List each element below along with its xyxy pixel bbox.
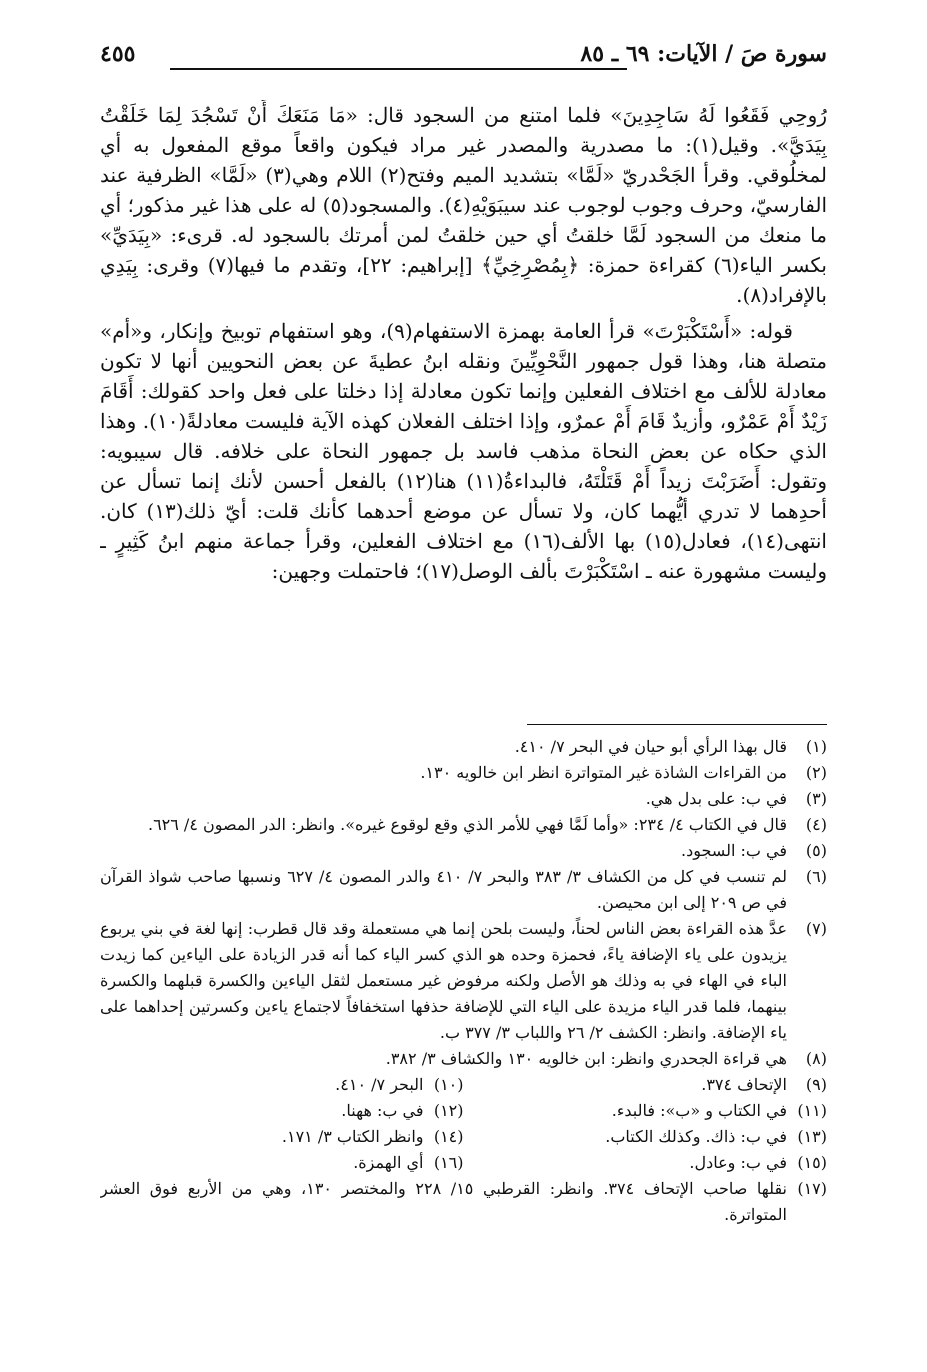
header-rule [170, 68, 627, 70]
page-number: ٤٥٥ [100, 41, 136, 67]
footnote [464, 1098, 828, 1124]
footnote-text: قال في الكتاب ٤/ ٢٣٤: «وأما لَمَّا فهي للأمر الذي وقع لوقوع غيره». وانظر: الدر المصون ٤/ ٦٢٦. [147, 815, 787, 834]
footnote-text: لم تنسب في كل من الكشاف ٣/ ٣٨٣ والبحر ٧/ ٤١٠ والدر المصون ٤/ ٦٢٧ ونسبها صاحب شواذ القرآن في ص ٢٠٩ إلى ابن محيصن. [100, 867, 787, 912]
footnote-pair [100, 1124, 827, 1150]
footnote [464, 1124, 828, 1150]
footnote-text: هي قراءة الجحدري وانظر: ابن خالويه ١٣٠ والكشاف ٣/ ٣٨٢. [385, 1049, 787, 1068]
footnote-number: (١٥) [797, 1153, 827, 1172]
footnote-separator [527, 724, 827, 725]
footnote-text: في ب: ههنا. [341, 1101, 424, 1120]
footnote [464, 1072, 828, 1098]
footnote [100, 1124, 464, 1150]
footnote [100, 838, 827, 864]
footnote [100, 864, 827, 916]
footnote-number: (١٠) [433, 1075, 464, 1094]
footnote-text: في ب: على بدل هي. [645, 789, 787, 808]
footnote-number: (٦) [805, 867, 827, 886]
footnote-number: (١٣) [797, 1127, 827, 1146]
footnotes [100, 734, 827, 1334]
paragraph: رُوحِي فَقَعُوا لَهُ سَاجِدِينَ» فلما امتنع من السجود قال: «مَا مَنَعَكَ أَنْ تَسْجُدَ لِمَا خَلَقْتُ بِيَدَيَّ». وقيل(١): ما مصدرية والمصدر غير مراد فيكون واقعاً موقع المفعول به أي لمخلُوقي. وقرأ الجَحْدريّ «لَمَّا» بتشديد الميم وفتح(٢) اللام وهي(٣) «لَمَّا» الظرفية عند الفارسيّ، وحرف وجوب لوجوب عند سيبَوَيْهِ(٤). والمسجود(٥) له على هذا غير مذكور؛ أي ما منعك من السجود لَمَّا خلقتُ أي حين خلقتُ لمن أمرتك بالسجود له. قرىء: «بِيَدَيِّ» بكسر الياء(٦) كقراءة حمزة: ﴿بِمُصْرِخِيِّ﴾ [إبراهيم: ٢٢]، وتقدم ما فيها(٧) وقرى: بِيَدِي بالإفراد(٨). [100, 103, 827, 307]
running-title: سورة صَ / الآيات: ٦٩ ـ ٨٥ [580, 41, 827, 67]
footnote-number: (١٧) [797, 1179, 827, 1198]
footnote-number: (٥) [805, 841, 827, 860]
footnote [100, 1176, 827, 1228]
footnote-text: البحر ٧/ ٤١٠. [335, 1075, 424, 1094]
footnote-number: (٨) [805, 1049, 827, 1068]
footnote-text: أي الهمزة. [353, 1153, 424, 1172]
page-header [100, 34, 827, 74]
footnote [100, 1046, 827, 1072]
paragraph: قوله: «أَسْتَكْبَرْتَ» قرأ العامة بهمزة الاستفهام(٩)، وهو استفهام توبيخ وإنكار، و«أم» متصلة هنا، وهذا قول جمهور النَّحْوِيِّينَ ونقله ابنُ عطيةَ عن بعض النحويين أنها لا تكون معادلة للألف مع اختلاف الفعلين وإنما تكون معادلة إذا دخلتا على فعل واحد كقولك: أَقَامَ زَيْدٌ أَمْ عَمْرٌو، وأزيدٌ قَامَ أَمْ عمرٌو، وإذا اختلف الفعلان كهذه الآية فليست معادلةً(١٠). وهذا الذي حكاه عن بعض النحاة مذهب فاسد بل جمهور النحاة على خلافه. قال سيبويه: وتقول: أَضَرَبْتَ زيداً أَمْ قَتَلْتَهُ، فالبداءةُ(١١) هنا(١٢) بالفعل أحسن لأنك إنما تسأل عن أحدِهما لا تدري أيُّهما كان، ولا تسأل عن موضع أحدهما كأنك قلت: أيّ ذلك(١٣) كان. انتهى(١٤)، فعادل(١٥) بها الألف(١٦) مع اختلاف الفعلين، وقرأ جماعة منهم ابنُ كَثِيرٍ ـ وليست مشهورة عنه ـ اسْتَكْبَرْتَ بألف الوصل(١٧)؛ فاحتملت وجهين: [100, 319, 827, 583]
footnote-pair [100, 1072, 827, 1098]
footnote-text: من القراءات الشاذة غير المتواترة انظر ابن خالويه ١٣٠. [420, 763, 787, 782]
footnote-text: الإتحاف ٣٧٤. [701, 1075, 787, 1094]
footnote [100, 786, 827, 812]
footnote-text: وانظر الكتاب ٣/ ١٧١. [281, 1127, 424, 1146]
footnote-text: عدَّ هذه القراءة بعض الناس لحناً، وليست بلحن إنما هي مستعملة وقد قال قطرب: إنها لغة في بني يربوع يزيدون على ياء الإضافة ياءً، فحمزة وحده هو الذي كسر الياء كما أنه قدر الزيادة على الياءين كما زيدت الباء في الهاء في به وذلك هو الأصل ولكنه مرفوض غير مستعمل لثقل الياءين والكسرة قبلهما والكسرة بينهما، فلما قدر الياء مزيدة على الياء التي للإضافة حذفها استخفافاً لاجتماع ياءين وكسرتين إحداهما على ياء الإضافة. وانظر: الكشف ٢/ ٢٦ واللباب ٣/ ٣٧٧ ب. [100, 919, 787, 1042]
footnote-number: (٢) [805, 763, 827, 782]
footnote-number: (٩) [805, 1075, 827, 1094]
footnote-pair [100, 1098, 827, 1124]
footnote-text: في الكتاب و «ب»: فالبدء. [611, 1101, 787, 1120]
footnote [100, 760, 827, 786]
footnote-number: (١١) [797, 1101, 827, 1120]
footnote-number: (٣) [805, 789, 827, 808]
footnote-number: (١٢) [433, 1101, 464, 1120]
footnote-text: في ب: ذاك. وكذلك الكتاب. [605, 1127, 787, 1146]
footnote-text: في ب: السجود. [680, 841, 787, 860]
footnote-number: (١) [805, 737, 827, 756]
footnote [100, 916, 827, 1046]
footnote-text: نقلها صاحب الإتحاف ٣٧٤. وانظر: القرطبي ١٥/ ٢٢٨ والمختصر ١٣٠، وهي من الأربع فوق العشر المتواترة. [100, 1179, 788, 1224]
footnote [100, 1150, 464, 1176]
footnote-text: في ب: وعادل. [689, 1153, 787, 1172]
footnote [100, 812, 827, 838]
footnote [100, 1098, 464, 1124]
footnote [100, 1072, 464, 1098]
footnote-number: (١٤) [433, 1127, 464, 1146]
main-text [100, 100, 827, 690]
footnote-number: (٧) [805, 919, 827, 938]
footnote-number: (١٦) [433, 1153, 464, 1172]
footnote-text: قال بهذا الرأي أبو حيان في البحر ٧/ ٤١٠. [514, 737, 787, 756]
footnote-pair [100, 1150, 827, 1176]
footnote [464, 1150, 828, 1176]
footnote-number: (٤) [805, 815, 827, 834]
footnote [100, 734, 827, 760]
